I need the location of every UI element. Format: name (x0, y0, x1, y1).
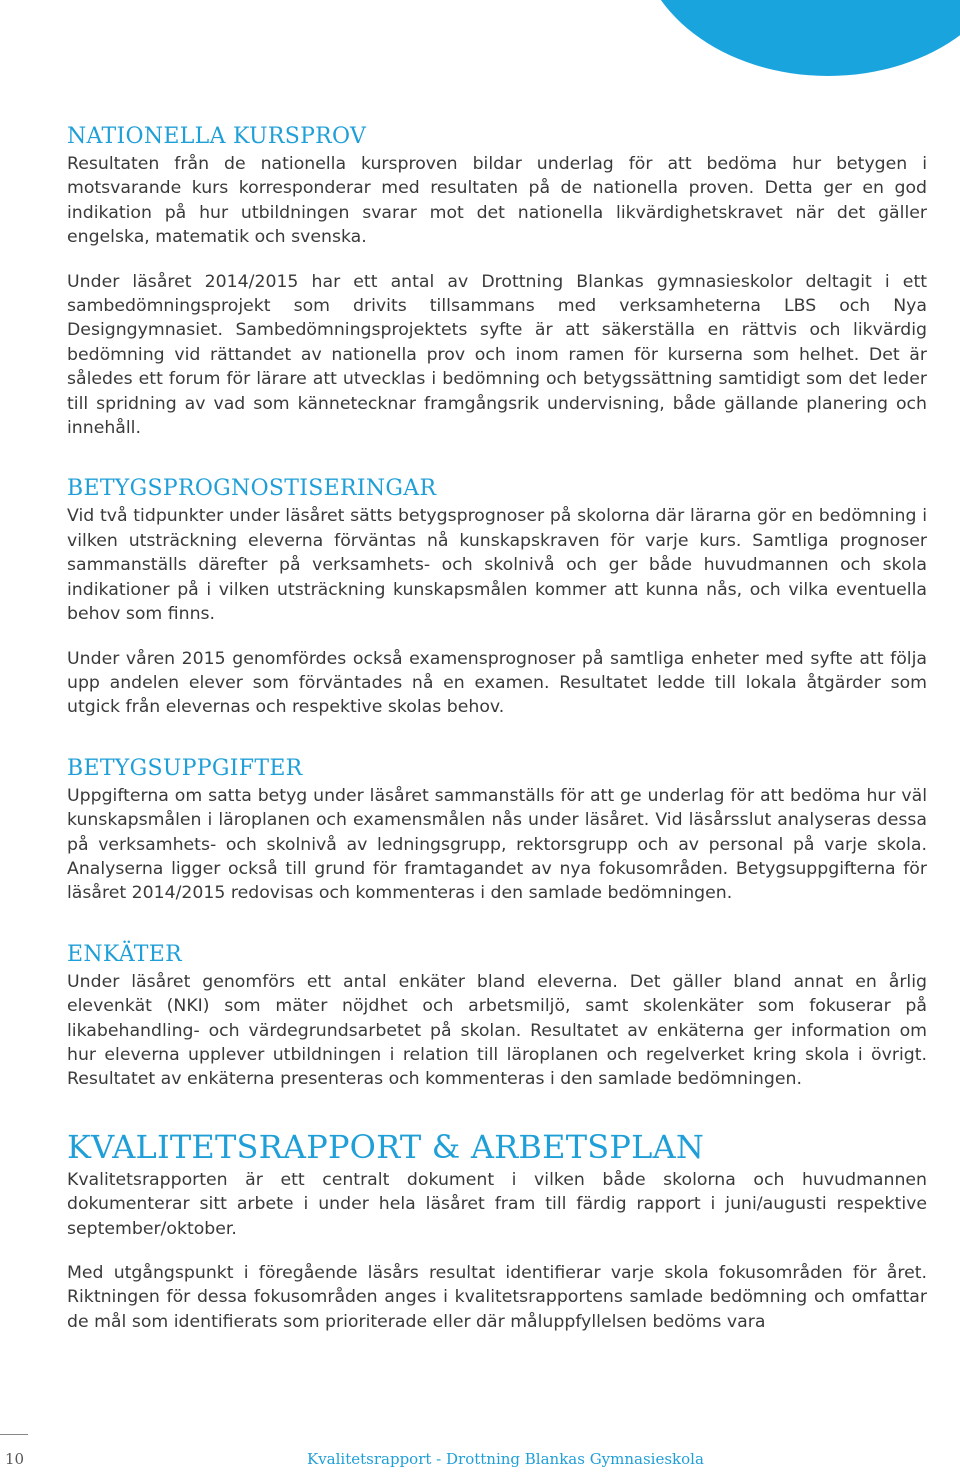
section-nationella-kursprov (67, 122, 927, 440)
corner-decoration-circle (638, 0, 960, 76)
paragraph: Uppgifterna om satta betyg under läsåret sammanställs för att ge underlag för att bedöma hur väl kunskapsmålen i läroplanen och examensmålen nås under läsåret. Vid läsårsslut analyseras dessa på verksamhets- och skolnivå av ledningsgrupp, rektorsgrupp och av personal på varje skola. Analyserna ligger också till grund för framtagandet av nya fokusområden. Betygsuppgifterna för läsåret 2014/2015 redovisas och kommenteras i den samlade bedömningen. (67, 785, 927, 904)
section-heading: BETYGSUPPGIFTER (67, 755, 303, 781)
section-enkater (67, 940, 927, 1092)
footer-title: Kvalitetsrapport - Drottning Blankas Gymnasieskola (307, 1450, 704, 1468)
section-betygsuppgifter (67, 754, 927, 906)
section-heading: BETYGSPROGNOSTISERINGAR (67, 476, 437, 502)
section-kvalitetsrapport-arbetsplan (67, 1126, 927, 1334)
section-heading: ENKÄTER (67, 941, 182, 967)
paragraph: Under våren 2015 genomfördes också examensprognoser på samtliga enheter med syfte att följa upp andelen elever som förväntades nå en examen. Resultatet ledde till lokala åtgärder som utgick från elevernas och respektive skolas behov. (67, 648, 927, 718)
section-betygsprognostiseringar (67, 474, 927, 719)
paragraph: Kvalitetsrapporten är ett centralt dokument i vilken både skolorna och huvudmannen dokumenterar sitt arbete i under hela läsåret fram till färdig rapport i juni/augusti respektive september/oktober. (67, 1169, 927, 1239)
section-heading: KVALITETSRAPPORT & ARBETSPLAN (67, 1127, 705, 1166)
footer-rule (0, 1434, 28, 1435)
section-heading: NATIONELLA KURSPROV (67, 124, 367, 149)
page-content (67, 122, 927, 1334)
paragraph: Med utgångspunkt i föregående läsårs resultat identifierar varje skola fokusområden för året. Riktningen för dessa fokusområden anges i kvalitetsrapportens samlade bedömning och omfattar de mål som identifierats som prioriterade eller där måluppfyllelsen bedöms vara (67, 1263, 927, 1332)
paragraph: Under läsåret 2014/2015 har ett antal av Drottning Blankas gymnasieskolor deltagit i ett sambedömningsprojekt som drivits tillsammans med verksamheterna LBS och Nya Designgymnasiet. Sambedömningsprojektets syfte är att säkerställa en rättvis och likvärdig bedömning vid rättandet av nationella prov och inom ramen för kurserna som helhet. Det är således ett forum för lärare att utvecklas i bedömning och betygssättning samtidigt som det leder till spridning av vad som kännetecknar framgångsrik undervisning, både gällande planering och innehåll. (67, 271, 927, 439)
paragraph: Vid två tidpunkter under läsåret sätts betygsprognoser på skolorna där lärarna gör en bedömning i vilken utsträckning eleverna förväntas nå kunskapskraven för varje kurs. Samtliga prognoser sammanställs därefter på verksamhets- och skolnivå och ger både huvudmannen och skola indikationer på i vilken utsträckning kunskapsmålen kommer att kunna nås, och vilka eventuella behov som finns. (67, 506, 927, 625)
paragraph: Under läsåret genomförs ett antal enkäter bland eleverna. Det gäller bland annat en årlig elevenkät (NKI) som mäter nöjdhet och arbetsmiljö, samt skolenkäter som fokuserar på likabehandling- och värdegrundsarbetet på skolan. Resultatet av enkäterna ger information om hur eleverna upplever utbildningen i relation till läroplanen och regelverket kring skola i övrigt. Resultatet av enkäterna presenteras och kommenteras i den samlade bedömningen. (67, 971, 927, 1090)
paragraph: Resultaten från de nationella kursproven bildar underlag för att bedöma hur betygen i motsvarande kurs korresponderar med resultaten på de nationella proven. Detta ger en god indikation på hur utbildningen svarar mot det nationella likvärdighetskravet när det gäller engelska, matematik och svenska. (67, 154, 927, 248)
page-number: 10 (5, 1450, 25, 1468)
